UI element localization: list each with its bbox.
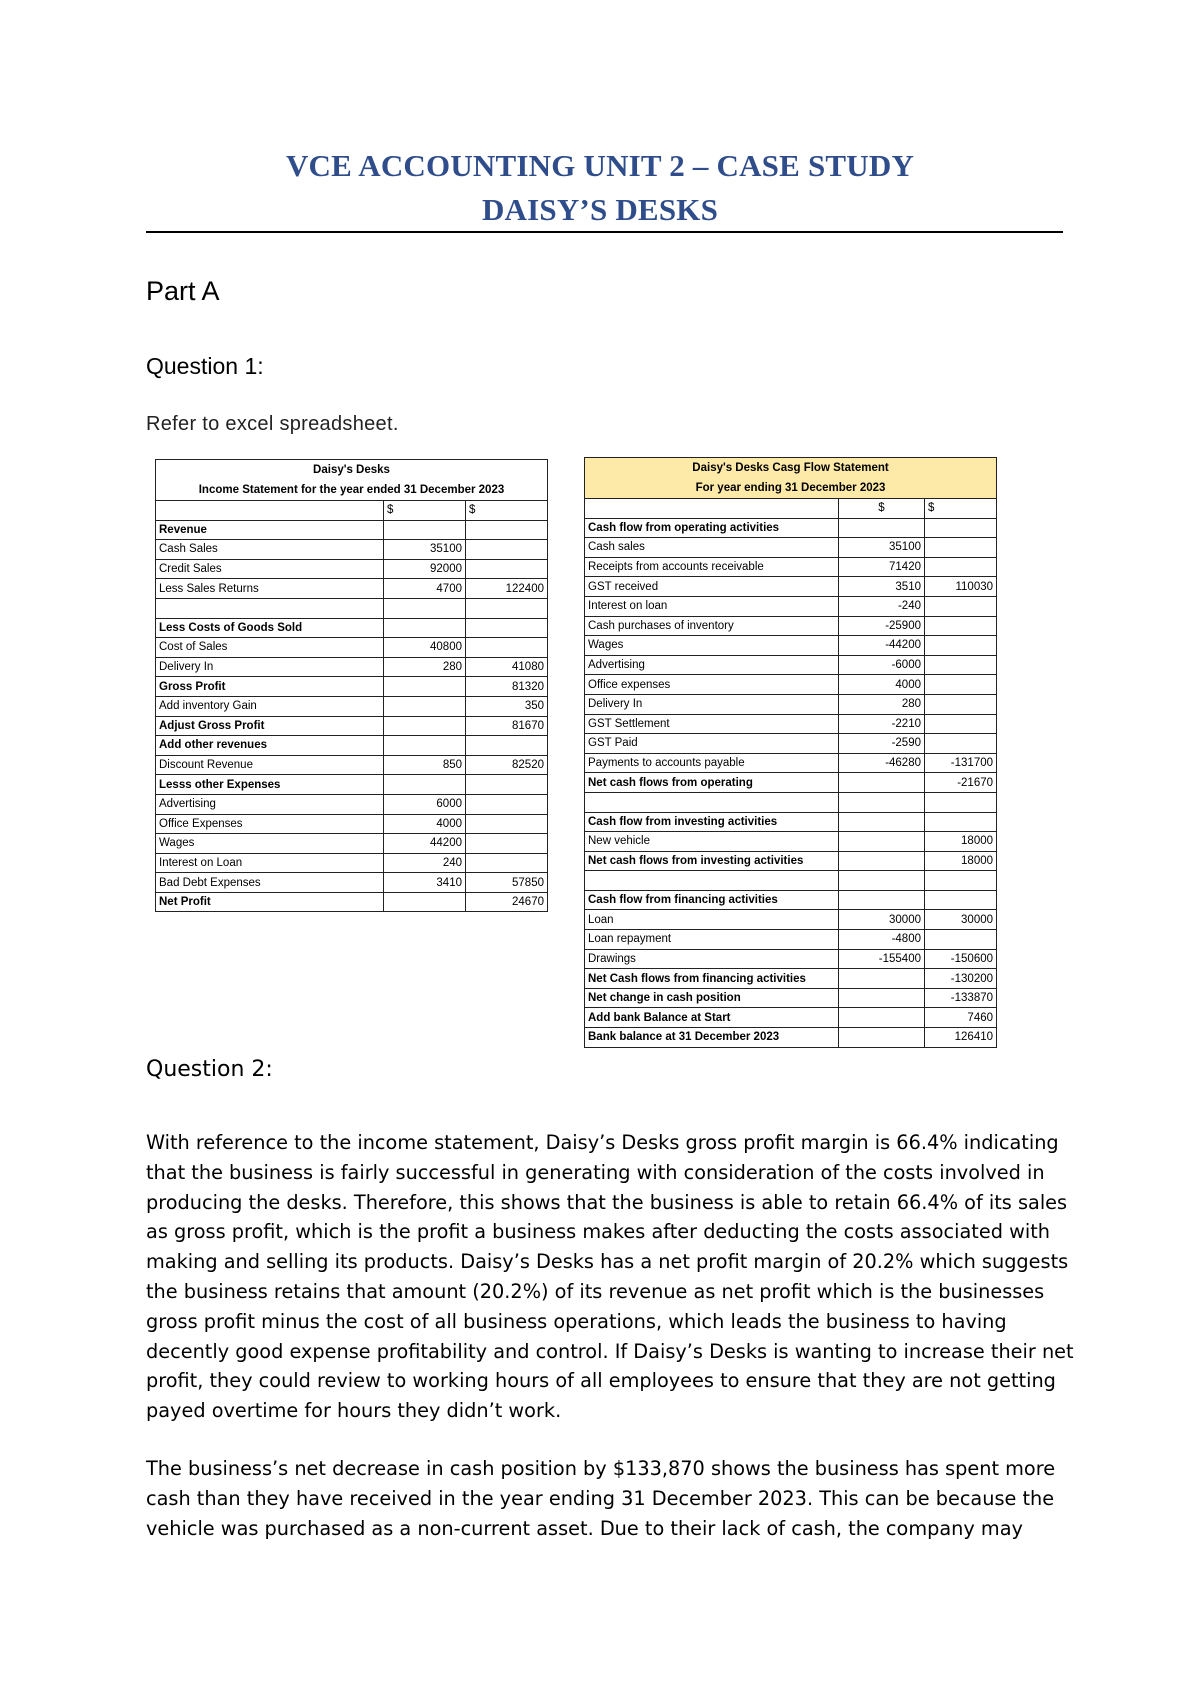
table-row	[585, 930, 997, 950]
row-label: Cash flow from financing activities	[585, 890, 839, 910]
table-row	[156, 755, 548, 775]
table-row	[156, 736, 548, 756]
table-row	[156, 657, 548, 677]
document-title-line2: DAISY’S DESKS	[481, 192, 719, 227]
row-label: Cash flow from operating activities	[585, 518, 839, 538]
row-amount	[839, 871, 925, 891]
row-amount	[925, 812, 997, 832]
row-amount: 122400	[466, 579, 548, 599]
row-label: Wages	[156, 834, 384, 854]
row-label: Cash sales	[585, 538, 839, 558]
table-row	[585, 753, 997, 773]
row-amount	[466, 618, 548, 638]
row-amount	[925, 792, 997, 812]
row-amount: -46280	[839, 753, 925, 773]
row-label	[585, 871, 839, 891]
income-statement-table	[155, 459, 548, 912]
column-header: $	[839, 499, 925, 519]
answer-paragraph-1: With reference to the income statement, Daisy’s Desks gross profit margin is 66.4% indicating that the business is fairly successful in generating with consideration of the costs involved in producing the desks. Therefore, this shows that the business is able to retain 66.4% of its sales as gross profit, which is the profit a business makes after deducting the costs associated with making and selling its products. Daisy’s Desks has a net profit margin of 20.2% which suggests the business retains that amount (20.2%) of its revenue as net profit which is the businesses gross profit minus the cost of all business operations, which leads the business to having decently good expense profitability and control. If Daisy’s Desks is wanting to increase their net profit, they could review to working hours of all employees to ensure that they are not getting payed overtime for hours they didn’t work.	[146, 1131, 1074, 1423]
row-amount: 81320	[466, 677, 548, 697]
cash-flow-title: Daisy's Desks Casg Flow Statement	[585, 458, 997, 479]
row-amount: 81670	[466, 716, 548, 736]
row-amount	[839, 518, 925, 538]
title-divider	[146, 231, 1063, 233]
row-amount	[925, 538, 997, 558]
row-label: Advertising	[585, 655, 839, 675]
cash-flow-subtitle: For year ending 31 December 2023	[585, 478, 997, 499]
table-row	[585, 694, 997, 714]
table-row	[156, 638, 548, 658]
row-label: Revenue	[156, 520, 384, 540]
row-amount: 71420	[839, 557, 925, 577]
row-label: Net cash flows from investing activities	[585, 851, 839, 871]
row-amount: 35100	[839, 538, 925, 558]
row-amount	[466, 775, 548, 795]
table-row	[156, 559, 548, 579]
part-heading: Part A	[146, 276, 220, 306]
row-amount: 3510	[839, 577, 925, 597]
row-label: Wages	[585, 636, 839, 656]
row-amount	[466, 559, 548, 579]
row-amount	[384, 892, 466, 912]
table-row	[156, 540, 548, 560]
row-label: GST Paid	[585, 734, 839, 754]
document-title-line1: VCE ACCOUNTING UNIT 2 – CASE STUDY	[285, 148, 915, 183]
row-amount	[839, 851, 925, 871]
table-row	[585, 949, 997, 969]
table-row	[585, 969, 997, 989]
row-label: Cash flow from investing activities	[585, 812, 839, 832]
row-label: GST received	[585, 577, 839, 597]
row-amount	[925, 596, 997, 616]
row-amount	[384, 775, 466, 795]
table-row	[585, 675, 997, 695]
row-amount: 280	[384, 657, 466, 677]
row-label: Net Cash flows from financing activities	[585, 969, 839, 989]
row-amount	[839, 792, 925, 812]
table-row	[156, 794, 548, 814]
table-row	[156, 696, 548, 716]
row-amount	[925, 871, 997, 891]
table-row	[585, 910, 997, 930]
table-row	[585, 988, 997, 1008]
row-amount	[384, 716, 466, 736]
row-label: Add inventory Gain	[156, 696, 384, 716]
row-label: Cash purchases of inventory	[585, 616, 839, 636]
table-row	[585, 655, 997, 675]
table-row	[156, 579, 548, 599]
income-statement-subtitle: Income Statement for the year ended 31 December 2023	[156, 480, 548, 501]
table-row	[585, 851, 997, 871]
row-amount	[925, 655, 997, 675]
row-amount	[925, 734, 997, 754]
row-label: Receipts from accounts receivable	[585, 557, 839, 577]
row-amount: -150600	[925, 949, 997, 969]
row-amount	[466, 814, 548, 834]
row-label: Delivery In	[156, 657, 384, 677]
row-amount: -6000	[839, 655, 925, 675]
row-label: Payments to accounts payable	[585, 753, 839, 773]
row-amount: 4000	[384, 814, 466, 834]
row-label: Bank balance at 31 December 2023	[585, 1028, 839, 1048]
question1-instruction: Refer to excel spreadsheet.	[146, 413, 399, 435]
row-amount	[466, 853, 548, 873]
row-amount	[466, 736, 548, 756]
row-label: Net Profit	[156, 892, 384, 912]
table-row	[585, 616, 997, 636]
row-amount	[466, 794, 548, 814]
row-label: Less Costs of Goods Sold	[156, 618, 384, 638]
row-label: Office expenses	[585, 675, 839, 695]
row-amount: 30000	[925, 910, 997, 930]
row-label: Cost of Sales	[156, 638, 384, 658]
row-label: Office Expenses	[156, 814, 384, 834]
row-amount: -155400	[839, 949, 925, 969]
row-amount: 240	[384, 853, 466, 873]
row-label: Discount Revenue	[156, 755, 384, 775]
row-label: Less Sales Returns	[156, 579, 384, 599]
table-row	[156, 853, 548, 873]
row-amount	[466, 638, 548, 658]
row-amount	[466, 834, 548, 854]
table-row	[585, 1028, 997, 1048]
row-amount	[384, 696, 466, 716]
row-label: Adjust Gross Profit	[156, 716, 384, 736]
row-amount	[466, 540, 548, 560]
row-amount	[384, 618, 466, 638]
row-amount: 110030	[925, 577, 997, 597]
row-label: Add other revenues	[156, 736, 384, 756]
table-row	[585, 714, 997, 734]
table-row	[585, 1008, 997, 1028]
table-row	[585, 636, 997, 656]
row-amount: 18000	[925, 832, 997, 852]
row-amount: 24670	[466, 892, 548, 912]
row-amount	[839, 1028, 925, 1048]
row-amount	[839, 832, 925, 852]
row-label: Net cash flows from operating	[585, 773, 839, 793]
row-amount: -130200	[925, 969, 997, 989]
row-label	[156, 598, 384, 618]
row-label: Net change in cash position	[585, 988, 839, 1008]
row-amount: 126410	[925, 1028, 997, 1048]
row-amount: 41080	[466, 657, 548, 677]
row-amount: 4700	[384, 579, 466, 599]
column-header: $	[384, 501, 466, 521]
row-amount	[839, 890, 925, 910]
table-row	[585, 734, 997, 754]
row-amount: -4800	[839, 930, 925, 950]
row-amount: 82520	[466, 755, 548, 775]
table-row	[585, 538, 997, 558]
row-label: Interest on loan	[585, 596, 839, 616]
row-amount	[925, 714, 997, 734]
column-header-spacer	[585, 499, 839, 519]
row-amount: -133870	[925, 988, 997, 1008]
row-amount	[839, 1008, 925, 1028]
row-amount: 6000	[384, 794, 466, 814]
table-row	[156, 892, 548, 912]
row-amount: 35100	[384, 540, 466, 560]
row-amount: -240	[839, 596, 925, 616]
answer-paragraph-2: The business’s net decrease in cash position by $133,870 shows the business has spent more cash than they have received in the year ending 31 December 2023. This can be because the vehicle was purchased as a non-current asset. Due to their lack of cash, the company may	[146, 1457, 1056, 1540]
table-row	[585, 557, 997, 577]
row-amount	[925, 675, 997, 695]
table-row	[585, 792, 997, 812]
column-header: $	[925, 499, 997, 519]
row-amount	[925, 636, 997, 656]
row-amount	[384, 736, 466, 756]
row-amount	[925, 890, 997, 910]
row-label: Interest on Loan	[156, 853, 384, 873]
row-label: Loan	[585, 910, 839, 930]
row-amount: 7460	[925, 1008, 997, 1028]
table-row	[156, 618, 548, 638]
row-label: Advertising	[156, 794, 384, 814]
row-amount	[925, 557, 997, 577]
column-header-spacer	[156, 501, 384, 521]
row-amount	[925, 694, 997, 714]
row-label: Delivery In	[585, 694, 839, 714]
row-label: Bad Debt Expenses	[156, 873, 384, 893]
row-amount: 44200	[384, 834, 466, 854]
cash-flow-statement-table	[584, 457, 997, 1048]
table-row	[156, 873, 548, 893]
table-row	[156, 520, 548, 540]
row-label: Add bank Balance at Start	[585, 1008, 839, 1028]
row-amount: 850	[384, 755, 466, 775]
row-amount: 280	[839, 694, 925, 714]
row-amount: 30000	[839, 910, 925, 930]
table-row	[156, 834, 548, 854]
row-amount: 18000	[925, 851, 997, 871]
table-row	[585, 832, 997, 852]
question2-label: Question 2:	[146, 1057, 273, 1082]
table-row	[156, 677, 548, 697]
row-amount	[384, 677, 466, 697]
row-amount	[839, 988, 925, 1008]
row-amount: -2210	[839, 714, 925, 734]
row-amount: -21670	[925, 773, 997, 793]
column-header: $	[466, 501, 548, 521]
row-amount: -2590	[839, 734, 925, 754]
row-amount: 57850	[466, 873, 548, 893]
table-row	[585, 596, 997, 616]
row-amount	[466, 598, 548, 618]
row-label: New vehicle	[585, 832, 839, 852]
table-row	[156, 775, 548, 795]
table-row	[585, 518, 997, 538]
row-amount: -131700	[925, 753, 997, 773]
table-row	[585, 577, 997, 597]
row-label: Credit Sales	[156, 559, 384, 579]
row-amount	[466, 520, 548, 540]
row-label: Gross Profit	[156, 677, 384, 697]
table-row	[585, 890, 997, 910]
table-row	[585, 812, 997, 832]
table-row	[585, 773, 997, 793]
row-amount: 3410	[384, 873, 466, 893]
row-amount	[839, 812, 925, 832]
row-amount: 40800	[384, 638, 466, 658]
row-amount	[925, 616, 997, 636]
row-amount	[839, 773, 925, 793]
table-row	[156, 814, 548, 834]
row-label: Cash Sales	[156, 540, 384, 560]
row-amount	[384, 598, 466, 618]
row-label: Loan repayment	[585, 930, 839, 950]
row-label: GST Settlement	[585, 714, 839, 734]
row-amount: 4000	[839, 675, 925, 695]
table-row	[156, 716, 548, 736]
row-label	[585, 792, 839, 812]
income-statement-title: Daisy's Desks	[156, 460, 548, 481]
row-label: Lesss other Expenses	[156, 775, 384, 795]
row-amount	[384, 520, 466, 540]
row-amount: -25900	[839, 616, 925, 636]
table-row	[585, 871, 997, 891]
row-amount: -44200	[839, 636, 925, 656]
row-label: Drawings	[585, 949, 839, 969]
row-amount: 92000	[384, 559, 466, 579]
question1-label: Question 1:	[146, 353, 264, 379]
row-amount	[925, 518, 997, 538]
row-amount	[925, 930, 997, 950]
table-row	[156, 598, 548, 618]
row-amount: 350	[466, 696, 548, 716]
row-amount	[839, 969, 925, 989]
